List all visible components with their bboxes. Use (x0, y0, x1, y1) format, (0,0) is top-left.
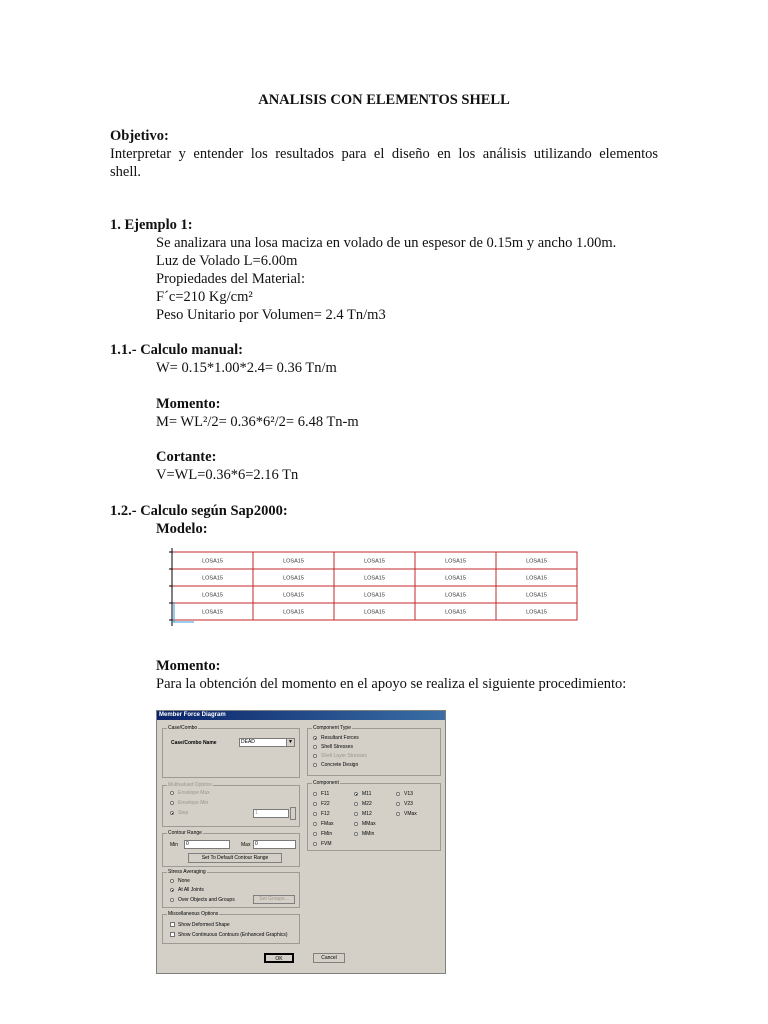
component-v13-radio[interactable] (396, 792, 400, 796)
component-mmin-label: MMin (362, 831, 375, 837)
slab-model-grid (160, 548, 585, 630)
contour-range-group-title: Contour Range (168, 830, 202, 836)
manual-momento-heading: Momento: (156, 396, 221, 412)
ejemplo-heading: 1. Ejemplo 1: (110, 217, 193, 233)
none-radio[interactable] (170, 879, 174, 883)
ejemplo-line-3: Propiedades del Material: (156, 271, 305, 287)
at-all-joints-radio[interactable] (170, 888, 174, 892)
component-fvm-radio[interactable] (313, 842, 317, 846)
slab-cell-label: LOSA15 (526, 592, 547, 599)
slab-cell-label: LOSA15 (283, 592, 304, 599)
slab-cell-label: LOSA15 (283, 575, 304, 582)
manual-momento: M= WL²/2= 0.36*6²/2= 6.48 Tn-m (156, 414, 359, 430)
ejemplo-line-1: Se analizara una losa maciza en volado de un espesor de 0.15m y ancho 1.00m. (156, 235, 617, 251)
slab-cell-label: LOSA15 (526, 575, 547, 582)
step-field[interactable]: 1 (253, 809, 289, 818)
envelope-max-radio[interactable] (170, 791, 174, 795)
case-combo-value: DEAD (241, 739, 255, 745)
component-f22-radio[interactable] (313, 802, 317, 806)
slab-cell-label: LOSA15 (445, 609, 466, 616)
manual-cortante: V=WL=0.36*6=2.16 Tn (156, 467, 299, 483)
component-f22-label: F22 (321, 801, 330, 807)
stress-averaging-group-title: Stress Averaging (168, 869, 206, 875)
set-groups-button[interactable]: Set Groups... (253, 895, 295, 904)
component-vmax-radio[interactable] (396, 812, 400, 816)
envelope-max-label: Envelope Max (178, 790, 210, 796)
component-mmax-radio[interactable] (354, 822, 358, 826)
concrete-design-radio[interactable] (313, 763, 317, 767)
envelope-min-radio[interactable] (170, 801, 174, 805)
component-type-group-title: Component Type (313, 725, 351, 731)
slab-model-figure (160, 548, 585, 630)
case-combo-select[interactable] (239, 738, 295, 747)
case-combo-group-title: Case/Combo (168, 725, 198, 731)
dialog-title: Member Force Diagram (157, 711, 445, 720)
objetivo-text-line2: shell. (110, 164, 142, 180)
component-mmax-label: MMax (362, 821, 376, 827)
over-objects-radio[interactable] (170, 898, 174, 902)
show-continuous-label: Show Continuous Contours (Enhanced Graphics) (178, 932, 288, 938)
envelope-min-label: Envelope Min (178, 800, 209, 806)
member-force-diagram-dialog (156, 710, 446, 974)
document-title: ANALISIS CON ELEMENTOS SHELL (258, 92, 510, 108)
at-all-joints-label: At All Joints (178, 887, 204, 893)
set-default-contour-button[interactable]: Set To Default Contour Range (188, 853, 282, 863)
misc-options-group (162, 911, 300, 944)
slab-cell-label: LOSA15 (364, 575, 385, 582)
component-v13-label: V13 (404, 791, 413, 797)
component-mmin-radio[interactable] (354, 832, 358, 836)
max-label: Max (241, 842, 251, 848)
min-field[interactable]: 0 (184, 840, 230, 849)
cancel-button[interactable]: Cancel (313, 953, 345, 963)
manual-w: W= 0.15*1.00*2.4= 0.36 Tn/m (156, 360, 337, 376)
component-v23-label: V23 (404, 801, 413, 807)
component-m12-label: M12 (362, 811, 372, 817)
slab-cell-label: LOSA15 (202, 609, 223, 616)
slab-cell-label: LOSA15 (283, 558, 304, 565)
slab-cell-label: LOSA15 (283, 609, 304, 616)
component-f12-label: F12 (321, 811, 330, 817)
none-label: None (178, 878, 190, 884)
slab-cell-label: LOSA15 (364, 609, 385, 616)
component-f11-radio[interactable] (313, 792, 317, 796)
misc-options-group-title: Miscellaneous Options (168, 911, 219, 917)
component-m11-radio[interactable] (354, 792, 358, 796)
sap-heading: 1.2.- Calculo según Sap2000: (110, 503, 288, 519)
ejemplo-line-2: Luz de Volado L=6.00m (156, 253, 298, 269)
shell-layer-stresses-radio[interactable] (313, 754, 317, 758)
component-fmin-label: FMin (321, 831, 333, 837)
slab-cell-label: LOSA15 (202, 592, 223, 599)
slab-cell-label: LOSA15 (526, 558, 547, 565)
shell-stresses-radio[interactable] (313, 745, 317, 749)
component-vmax-label: VMax (404, 811, 417, 817)
max-field[interactable]: 0 (253, 840, 296, 849)
step-spinner[interactable] (290, 807, 296, 820)
step-label: Step (178, 810, 189, 816)
objetivo-text-line1: Interpretar y entender los resultados para el diseño en los análisis utilizando elementos (110, 146, 658, 162)
component-fmax-label: FMax (321, 821, 334, 827)
component-fmax-radio[interactable] (313, 822, 317, 826)
slab-cell-label: LOSA15 (445, 558, 466, 565)
component-group-title: Component (313, 780, 339, 786)
resultant-forces-label: Resultant Forces (321, 735, 359, 741)
manual-heading: 1.1.- Calculo manual: (110, 342, 243, 358)
objetivo-heading: Objetivo: (110, 128, 169, 144)
concrete-design-label: Concrete Design (321, 762, 359, 768)
slab-cell-label: LOSA15 (202, 558, 223, 565)
ejemplo-line-5: Peso Unitario por Volumen= 2.4 Tn/m3 (156, 307, 386, 323)
slab-cell-label: LOSA15 (364, 592, 385, 599)
case-combo-label: Case/Combo Name (171, 740, 217, 746)
ejemplo-line-4: F´c=210 Kg/cm² (156, 289, 253, 305)
multivalued-group-title: Multivalued Options (168, 782, 212, 788)
case-combo-group (162, 725, 300, 778)
show-continuous-checkbox[interactable] (170, 932, 175, 937)
over-objects-label: Over Objects and Groups (178, 897, 235, 903)
manual-cortante-heading: Cortante: (156, 449, 217, 465)
component-m12-radio[interactable] (354, 812, 358, 816)
slab-cell-label: LOSA15 (445, 592, 466, 599)
component-f11-label: F11 (321, 791, 330, 797)
component-m11-label: M11 (362, 791, 372, 797)
component-m22-radio[interactable] (354, 802, 358, 806)
sap-momento-heading: Momento: (156, 658, 221, 674)
shell-layer-stresses-label: Shell Layer Stresses (321, 753, 367, 759)
resultant-forces-radio[interactable] (313, 736, 317, 740)
component-fvm-label: FVM (321, 841, 332, 847)
component-f12-radio[interactable] (313, 812, 317, 816)
ok-button[interactable]: OK (264, 953, 294, 963)
slab-cell-label: LOSA15 (364, 558, 385, 565)
component-v23-radio[interactable] (396, 802, 400, 806)
slab-cell-label: LOSA15 (526, 609, 547, 616)
chevron-down-icon[interactable]: ▼ (286, 739, 294, 746)
show-deformed-label: Show Deformed Shape (178, 922, 230, 928)
sap-modelo-heading: Modelo: (156, 521, 208, 537)
step-radio[interactable] (170, 811, 174, 815)
show-deformed-checkbox[interactable] (170, 922, 175, 927)
sap-momento-text: Para la obtención del momento en el apoyo se realiza el siguiente procedimiento: (156, 676, 627, 692)
slab-cell-label: LOSA15 (445, 575, 466, 582)
min-label: Min (170, 842, 179, 848)
component-m22-label: M22 (362, 801, 372, 807)
shell-stresses-label: Shell Stresses (321, 744, 353, 750)
slab-cell-label: LOSA15 (202, 575, 223, 582)
component-fmin-radio[interactable] (313, 832, 317, 836)
